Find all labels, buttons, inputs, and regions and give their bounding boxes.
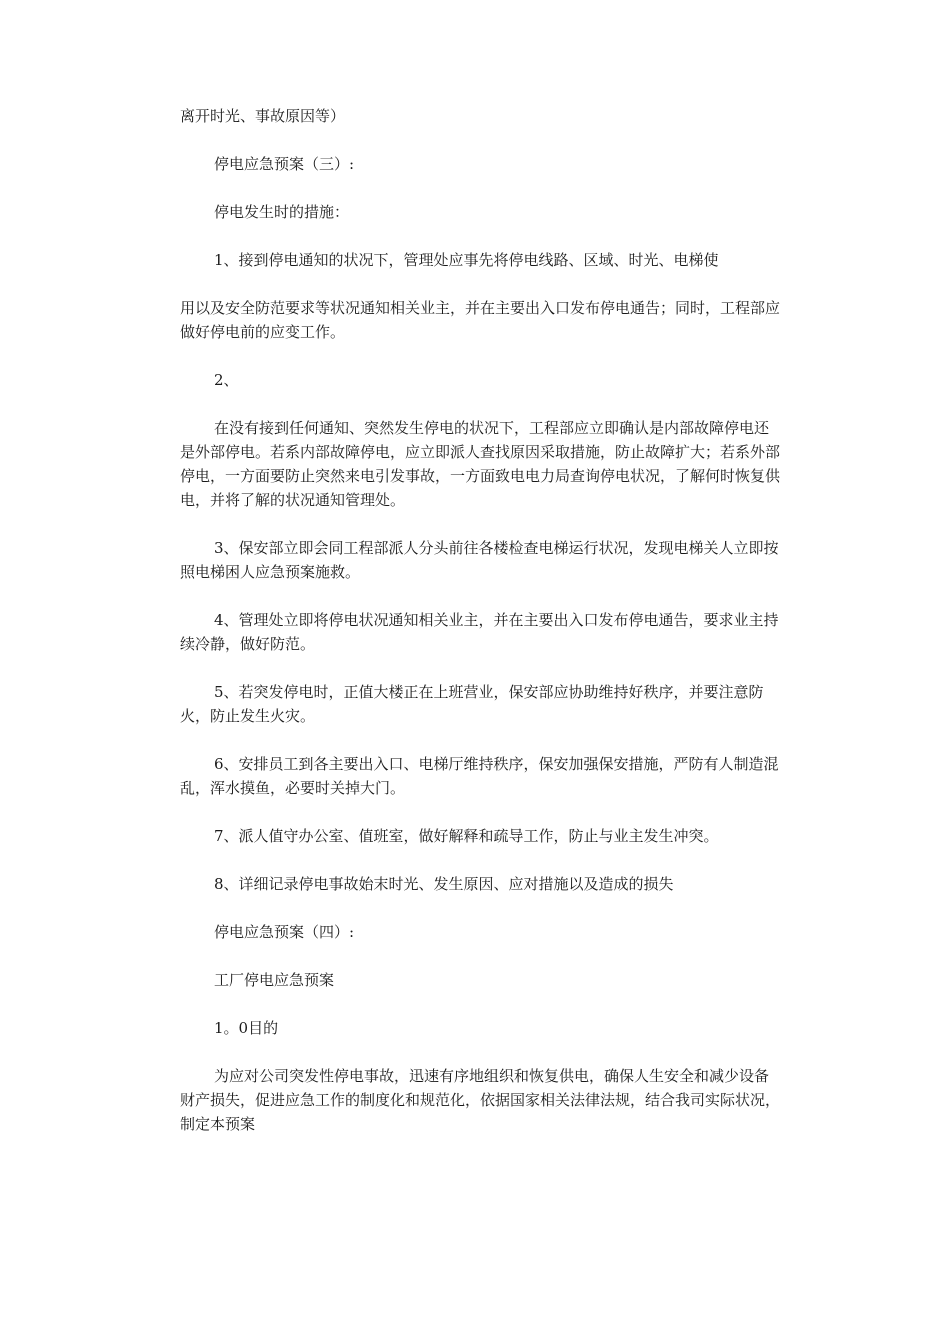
paragraph-item-8: 8、详细记录停电事故始末时光、发生原因、应对措施以及造成的损失: [214, 875, 674, 893]
paragraph-item-5: 5、若突发停电时，正值大楼正在上班营业，保安部应协助维持好秩序，并要注意防火，防止发生火灾。: [180, 683, 764, 725]
heading-plan-four: 停电应急预案（四）:: [214, 923, 355, 941]
paragraph-item-2-number: 2、: [214, 371, 239, 389]
heading-purpose: 1。0目的: [214, 1019, 279, 1037]
paragraph-item-4: 4、管理处立即将停电状况通知相关业主，并在主要出入口发布停电通告，要求业主持续冷静，做好防范。: [180, 611, 779, 653]
document-body: [180, 104, 780, 1136]
paragraph-item-1-part-2: 用以及安全防范要求等状况通知相关业主，并在主要出入口发布停电通告；同时，工程部应做好停电前的应变工作。: [180, 299, 781, 341]
paragraph-item-3: 3、保安部立即会同工程部派人分头前往各楼检查电梯运行状况，发现电梯关人立即按照电梯困人应急预案施救。: [180, 539, 779, 581]
paragraph-departure-time: 离开时光、事故原因等）: [180, 107, 346, 125]
paragraph-item-6: 6、安排员工到各主要出入口、电梯厅维持秩序，保安加强保安措施，严防有人制造混乱，浑水摸鱼，必要时关掉大门。: [180, 755, 779, 797]
paragraph-item-1-part-1: 1、接到停电通知的状况下，管理处应事先将停电线路、区域、时光、电梯使: [214, 251, 719, 269]
heading-measures: 停电发生时的措施：: [214, 203, 350, 221]
heading-plan-three: 停电应急预案（三）:: [214, 155, 355, 173]
paragraph-item-2-body: 在没有接到任何通知、突然发生停电的状况下，工程部应立即确认是内部故障停电还是外部停电。若系内部故障停电，应立即派人查找原因采取措施，防止故障扩大；若系外部停电，一方面要防止突然来电引发事故，一方面致电电力局查询停电状况，了解何时恢复供电，并将了解的状况通知管理处。: [180, 419, 781, 509]
paragraph-purpose-body: 为应对公司突发性停电事故，迅速有序地组织和恢复供电，确保人生安全和减少设备财产损失，促进应急工作的制度化和规范化，依据国家相关法律法规，结合我司实际状况，制定本预案: [180, 1067, 781, 1133]
paragraph-item-7: 7、派人值守办公室、值班室，做好解释和疏导工作，防止与业主发生冲突。: [214, 827, 719, 845]
heading-factory-plan: 工厂停电应急预案: [214, 971, 335, 989]
